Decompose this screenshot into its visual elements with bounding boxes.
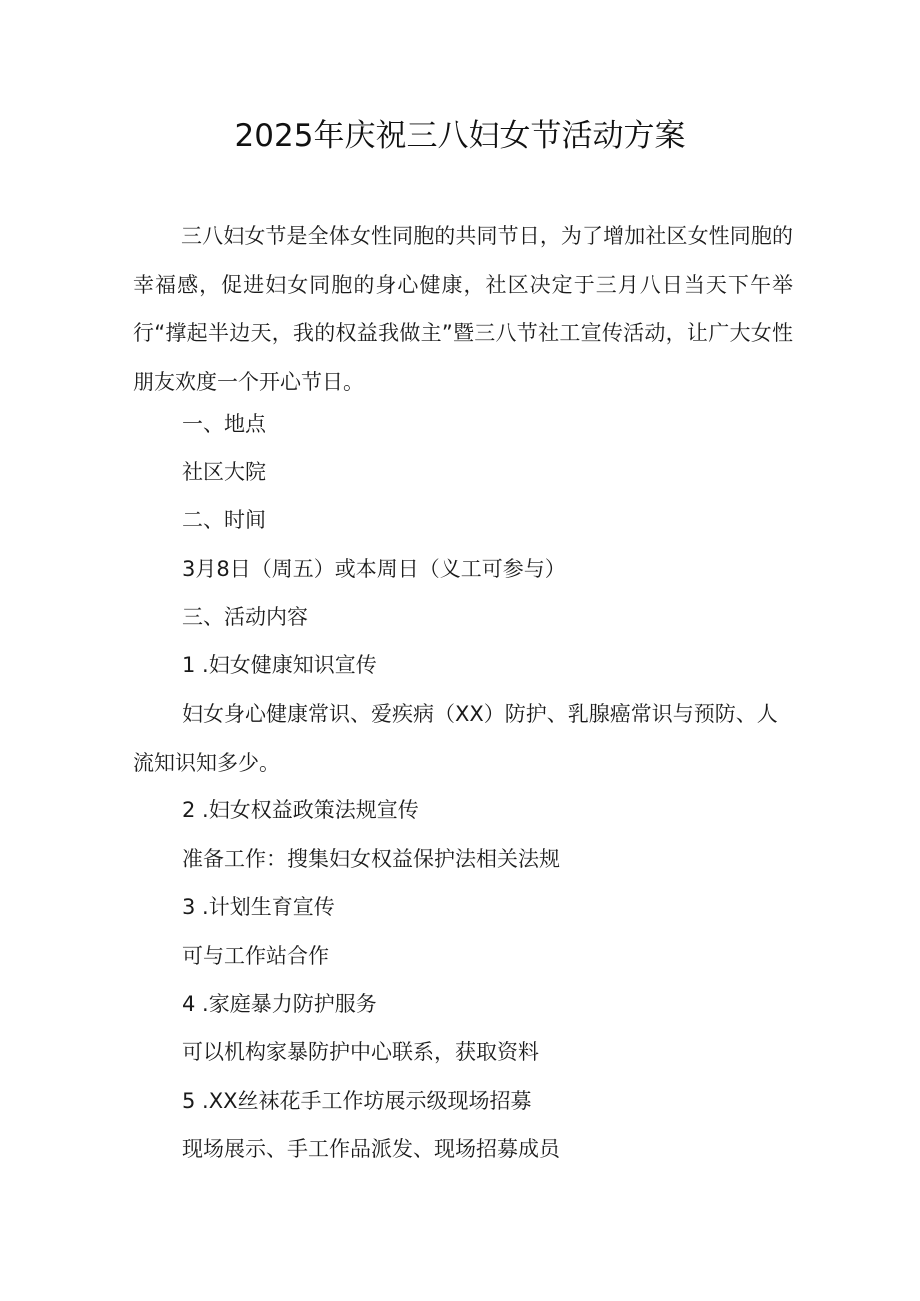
section-location-heading: 一、地点	[182, 412, 266, 436]
section-time-heading: 二、时间	[182, 508, 266, 532]
intro-paragraph: 三八妇女节是全体女性同胞的共同节日，为了增加社区女性同胞的幸福感，促进妇女同胞的身心健康，社区决定于三月八日当天下午举行“撑起半边天，我的权益我做主”暨三八节社工宣传活动，让广大女性朋友欢度一个开心节日。	[133, 224, 793, 394]
item-5-heading: 5 .XX丝袜花手工作坊展示级现场招募	[182, 1089, 532, 1113]
item-1-heading: 1 .妇女健康知识宣传	[182, 653, 377, 677]
item-2-heading: 2 .妇女权益政策法规宣传	[182, 798, 419, 822]
item-3-heading: 3 .计划生育宣传	[182, 895, 335, 919]
item-1-body: 妇女身心健康常识、爱疾病（XX）防护、乳腺癌常识与预防、人流知识知多少。	[133, 702, 778, 775]
item-3-body: 可与工作站合作	[182, 944, 329, 968]
section-time-body: 3月8日（周五）或本周日（义工可参与）	[182, 557, 566, 581]
section-location-body: 社区大院	[182, 460, 266, 484]
item-2-body: 准备工作：搜集妇女权益保护法相关法规	[182, 847, 560, 871]
item-4-heading: 4 .家庭暴力防护服务	[182, 992, 377, 1016]
section-content-heading: 三、活动内容	[182, 605, 308, 629]
document-title: 2025年庆祝三八妇女节活动方案	[234, 118, 686, 154]
item-4-body: 可以机构家暴防护中心联系，获取资料	[182, 1040, 539, 1064]
item-5-body: 现场展示、手工作品派发、现场招募成员	[182, 1137, 560, 1161]
